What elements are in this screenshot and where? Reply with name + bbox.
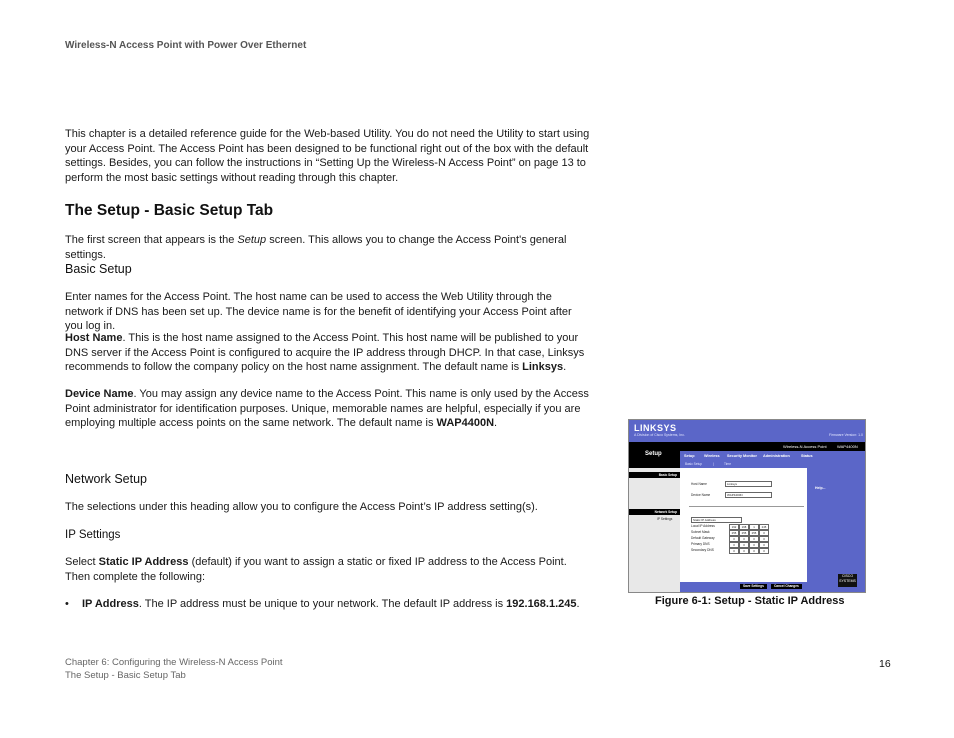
device-name-input[interactable]: WAP4400N — [725, 492, 772, 498]
ip-octet-input[interactable]: 0 — [759, 548, 769, 554]
host-name-text: . This is the host name assigned to the Access Point. This host name will be published to your DNS server if the Access Point is configured to acquire the IP address through DHCP. In that case, Linksys recommends to follow the company policy on the host name assignment. The default name is — [65, 332, 585, 373]
ip-octet-input[interactable]: 255 — [729, 530, 739, 536]
ip-row-label: Secondary DNS — [691, 548, 714, 552]
bullet-symbol: • — [65, 598, 69, 610]
ip-row-label: Local IP Address — [691, 524, 715, 528]
running-header: Wireless-N Access Point with Power Over Ethernet — [65, 40, 307, 51]
device-name-end: . — [494, 417, 498, 429]
subtab-basic-setup[interactable]: Basic Setup — [685, 462, 703, 466]
cancel-changes-button[interactable]: Cancel Changes — [771, 584, 802, 589]
host-name-input[interactable]: Linksys — [725, 481, 772, 487]
ip-row-label: Subnet Mask — [691, 530, 710, 534]
ip-address-text: . The IP address must be unique to your network. The default IP address is — [138, 598, 507, 610]
host-name-term: Host Name — [65, 332, 123, 344]
host-name-paragraph — [65, 331, 585, 375]
ip-octet-input[interactable]: 0 — [739, 542, 749, 548]
ip-octet-input[interactable]: 0 — [759, 530, 769, 536]
ip-octet-input[interactable]: 1 — [749, 524, 759, 530]
first-screen-text-before: The first screen that appears is the — [65, 234, 238, 246]
device-name-label: Device Name — [691, 493, 711, 497]
static-ip-bold: Static IP Address — [98, 556, 189, 568]
subtab-time[interactable]: Time — [724, 462, 731, 466]
static-ip-text-before: Select — [65, 556, 99, 568]
help-link[interactable]: Help... — [815, 486, 826, 490]
ip-octet-input[interactable]: 255 — [739, 530, 749, 536]
static-ip-text-after: (default) if you want to assign a static or fixed IP address to the Access Point. Then complete the following: — [65, 556, 567, 583]
ip-octet-input[interactable]: 192 — [729, 524, 739, 530]
linksys-logo-subtitle: A Division of Cisco Systems, Inc. — [634, 433, 685, 437]
device-name-default: WAP4400N — [436, 417, 495, 429]
ip-octet-input[interactable]: 0 — [759, 536, 769, 542]
static-ip-paragraph — [65, 555, 580, 584]
ip-row-label: Default Gateway — [691, 536, 715, 540]
ip-octet-input[interactable]: 0 — [749, 536, 759, 542]
section-title: The Setup - Basic Setup Tab — [65, 202, 274, 219]
footer-chapter: Chapter 6: Configuring the Wireless-N Access Point — [65, 657, 283, 668]
ip-address-end: . — [576, 598, 580, 610]
firmware-version: Firmware Version: 1.0 — [828, 433, 863, 437]
page-label: Setup — [645, 451, 662, 457]
ip-octet-input[interactable]: 0 — [739, 536, 749, 542]
ip-octet-input[interactable]: 255 — [749, 530, 759, 536]
model-name: WAP4400N — [837, 444, 858, 449]
tab-security-monitor[interactable]: Security Monitor — [727, 454, 757, 458]
ip-octet-input[interactable]: 0 — [759, 542, 769, 548]
device-name-text: . You may assign any device name to the Access Point. This name is only used by the Access Point administrator for identification purposes. Unique, memorable names are helpful, especially if you are employing multiple access points on the same network. The default name is — [65, 388, 589, 429]
ip-address-term: IP Address — [82, 598, 139, 610]
host-name-end: . — [563, 361, 567, 373]
subtab-separator: | — [713, 462, 714, 466]
first-screen-italic: Setup — [237, 234, 267, 246]
basic-setup-paragraph: Enter names for the Access Point. The host name can be used to access the Web Utility through the network if DNS has been set up. The device name is for the benefit of identifying your Access Point after you log in. — [65, 291, 572, 332]
intro-paragraph: This chapter is a detailed reference guide for the Web-based Utility. You do not need the Utility to start using your Access Point. The Access Point has been designed to be functional right out of the box with the default settings. Besides, you can follow the instructions in “Setting Up the Wireless-N Access Point” on page 13 to perform the most basic settings without reading through this chapter. — [65, 128, 590, 184]
ip-mode-select[interactable]: Static IP Address — [691, 517, 742, 523]
setup-screenshot-figure — [628, 419, 866, 593]
linksys-logo: LINKSYS — [634, 423, 677, 433]
network-setup-paragraph: The selections under this heading allow you to configure the Access Point’s IP address setting(s). — [65, 501, 538, 513]
ip-octet-input[interactable]: 0 — [749, 542, 759, 548]
basic-setup-heading: Basic Setup — [65, 262, 132, 276]
form-divider — [689, 506, 804, 507]
device-name-paragraph — [65, 387, 590, 431]
left-section-column — [629, 468, 680, 592]
network-setup-heading: Network Setup — [65, 472, 147, 486]
ip-octet-input[interactable]: 245 — [759, 524, 769, 530]
network-setup-section-title: Network Setup — [654, 510, 677, 514]
ip-octet-input[interactable]: 0 — [729, 548, 739, 554]
figure-caption: Figure 6-1: Setup - Static IP Address — [655, 595, 845, 607]
ip-octet-input[interactable]: 0 — [739, 548, 749, 554]
ip-settings-heading: IP Settings — [65, 529, 121, 541]
ip-octet-input[interactable]: 0 — [749, 548, 759, 554]
tab-wireless[interactable]: Wireless — [704, 454, 720, 458]
save-settings-button[interactable]: Save Settings — [740, 584, 767, 589]
cisco-logo: CISCO SYSTEMS — [838, 574, 857, 587]
host-name-label: Host Name — [691, 482, 707, 486]
tab-administration[interactable]: Administration — [763, 454, 790, 458]
ip-address-bullet — [82, 597, 592, 612]
ip-settings-label: IP Settings — [657, 517, 673, 521]
page-number: 16 — [879, 658, 891, 670]
tab-status[interactable]: Status — [801, 454, 813, 458]
footer-section: The Setup - Basic Setup Tab — [65, 669, 186, 681]
basic-setup-section-title: Basic Setup — [658, 473, 677, 477]
device-name-term: Device Name — [65, 388, 134, 400]
ip-octet-input[interactable]: 0 — [729, 542, 739, 548]
ip-octet-input[interactable]: 0 — [729, 536, 739, 542]
tab-setup[interactable]: Setup — [684, 454, 695, 458]
product-name: Wireless-N Access Point — [783, 444, 827, 449]
ip-row-label: Primary DNS — [691, 542, 710, 546]
ip-octet-input[interactable]: 168 — [739, 524, 749, 530]
footer — [65, 657, 283, 682]
first-screen-paragraph — [65, 233, 595, 262]
host-name-default: Linksys — [522, 361, 564, 373]
first-screen-text-after: screen. This allows you to change the Access Point's general settings. — [65, 234, 567, 261]
ip-address-default: 192.168.1.245 — [506, 598, 577, 610]
